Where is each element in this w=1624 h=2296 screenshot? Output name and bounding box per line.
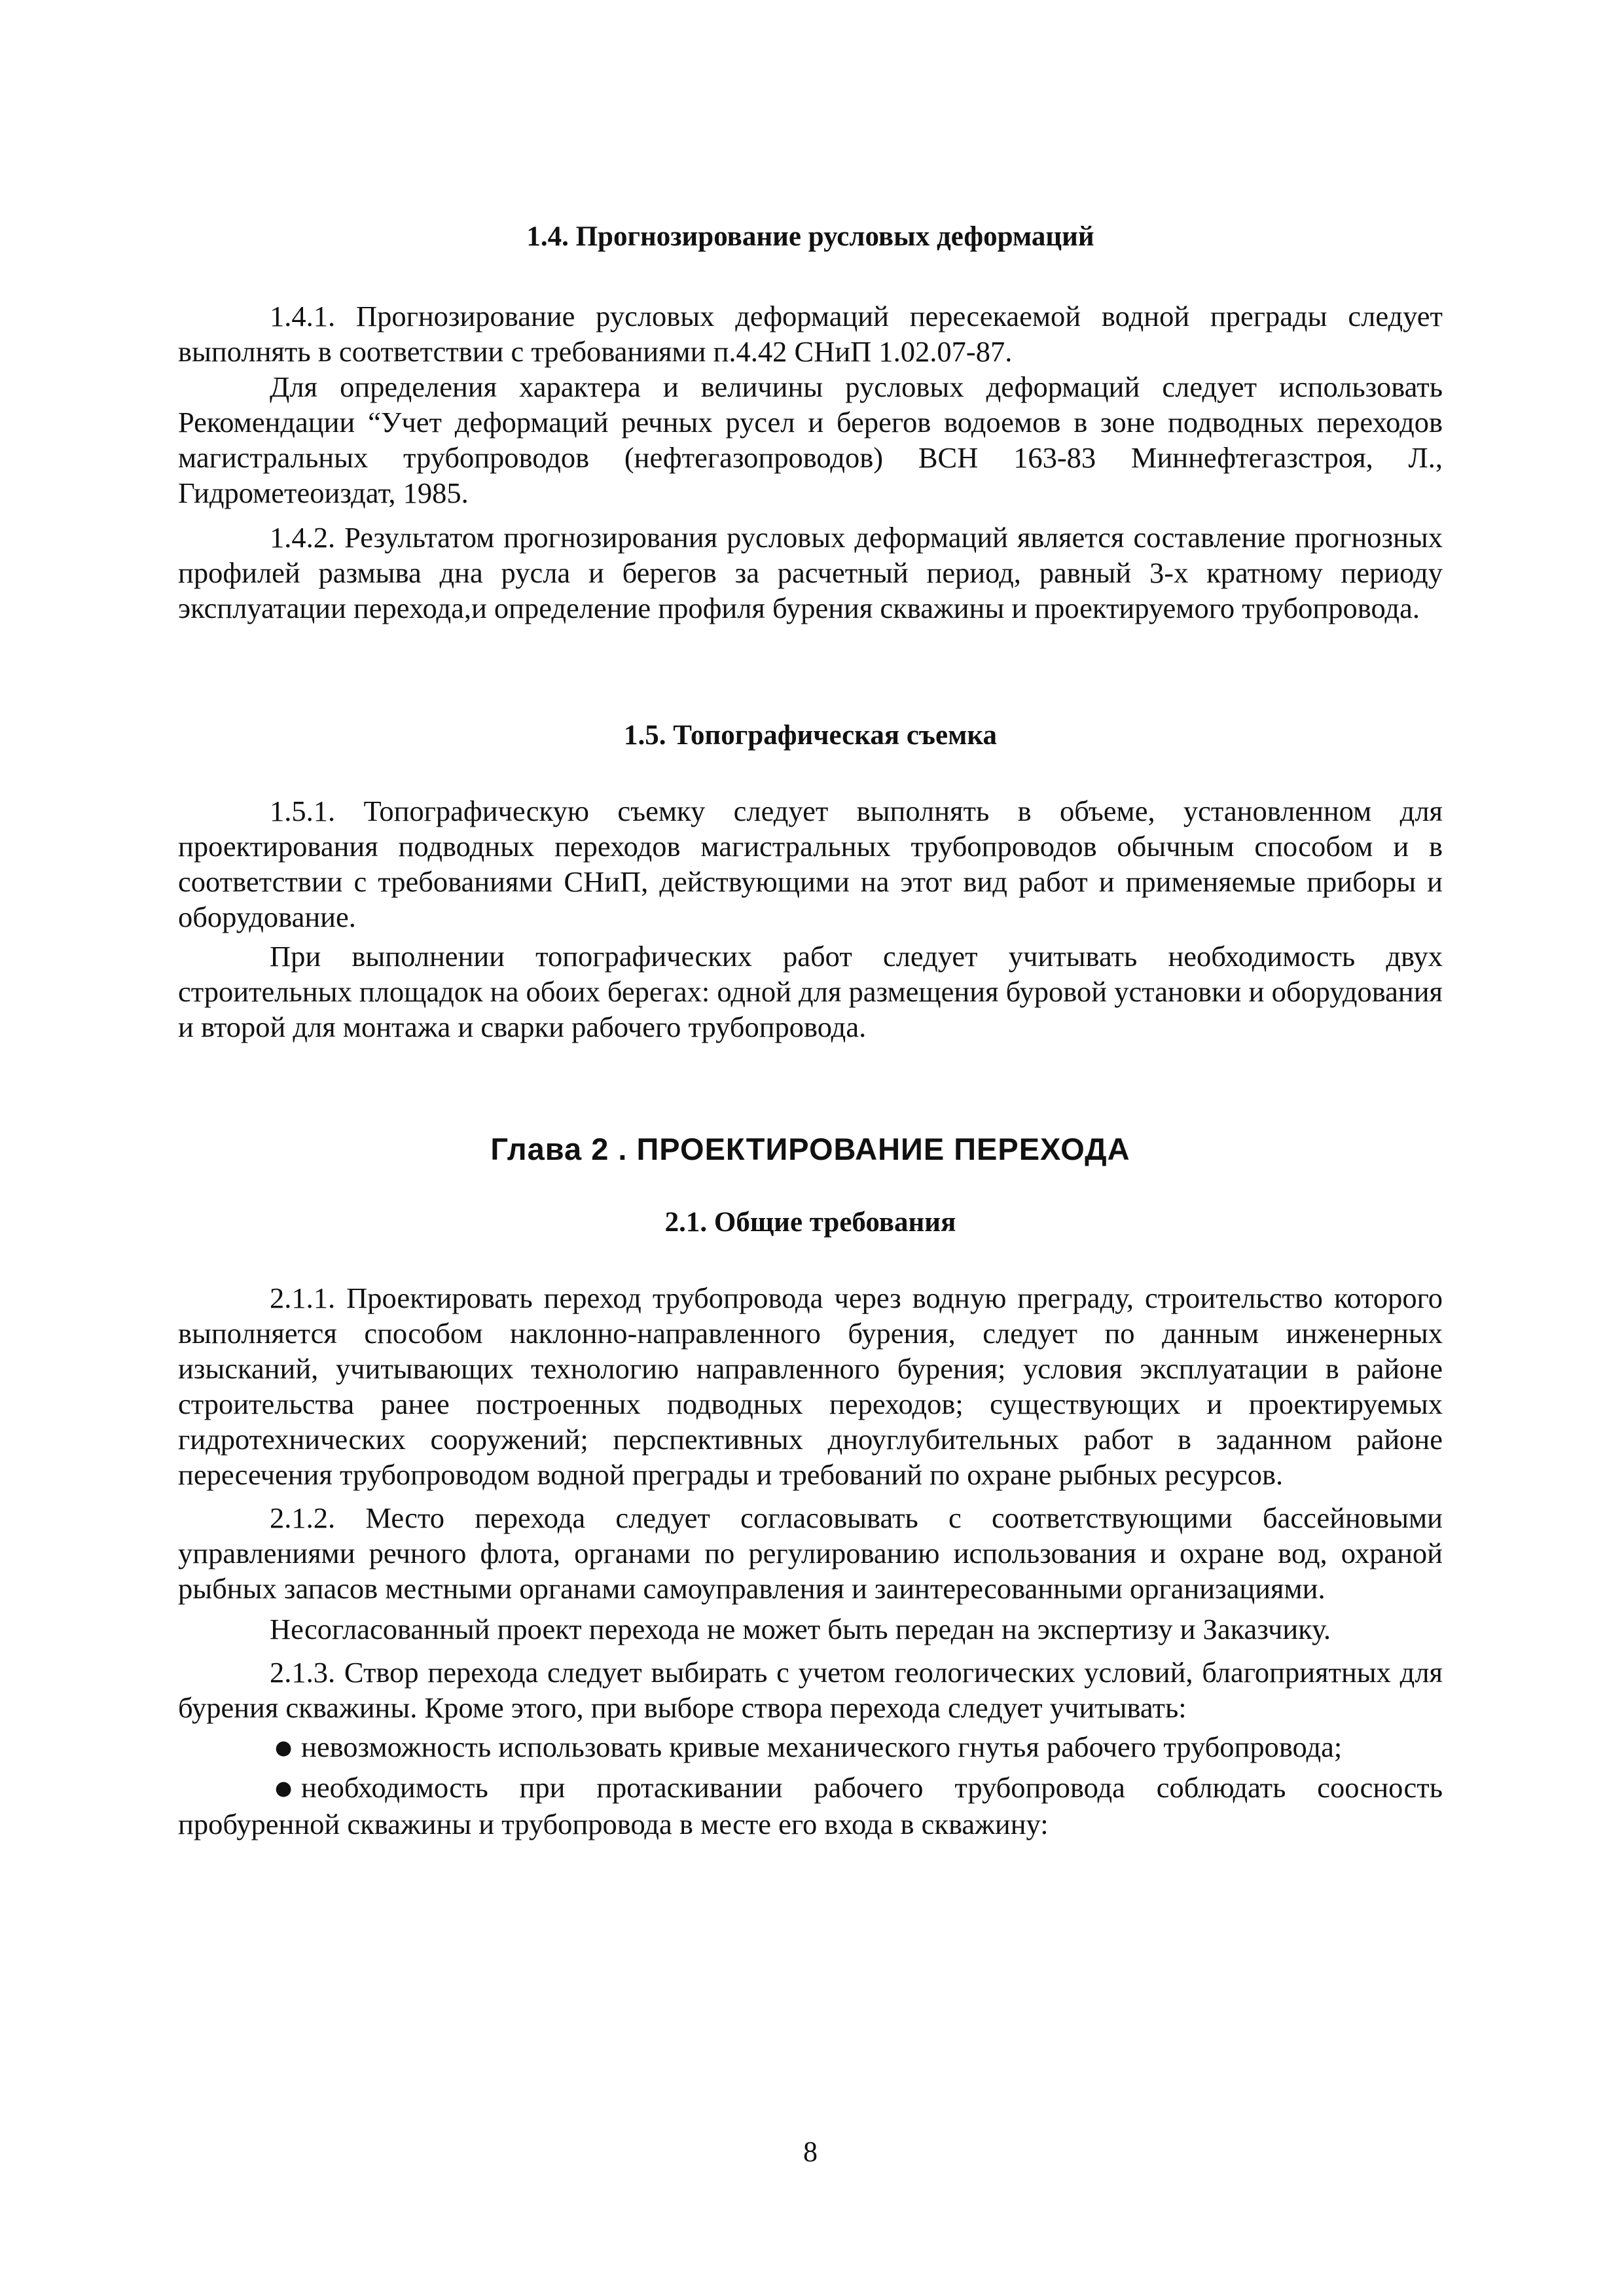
section-heading-1-4: 1.4. Прогнозирование русловых деформаций <box>526 221 1094 252</box>
page-number: 8 <box>803 2136 818 2168</box>
list-item <box>178 1729 1443 1766</box>
bullet-icon: ● <box>275 1736 293 1759</box>
section-body-1-5 <box>178 793 1443 1045</box>
paragraph-1-5-1-sites: При выполнении топографических работ следует учитывать необходимость двух строительных площадок на обоих берегах: одной для размещения буровой установки и оборудования и второй для монтажа и сварки рабочего трубопровода. <box>178 940 1443 1043</box>
paragraph-2-1-3: 2.1.3. Створ перехода следует выбирать с учетом геологических условий, благоприятных для бурения скважины. Кроме этого, при выборе створа перехода следует учитывать: <box>178 1656 1443 1724</box>
paragraph-1-5-1: 1.5.1. Топографическую съемку следует выполнять в объеме, установленном для проектирования подводных переходов магистральных трубопроводов обычным способом и в соответствии с требованиями СНиП, действующими на этот вид работ и применяемые приборы и оборудование. <box>178 795 1443 933</box>
paragraph-2-1-2: 2.1.2. Место перехода следует согласовывать с соответствующими бассейновыми управлениями речного флота, органами по регулированию использования и охране вод, охраной рыбных запасов местными органами самоуправления и заинтересованными организациями. <box>178 1501 1443 1605</box>
paragraph-1-4-2: 1.4.2. Результатом прогнозирования русловых деформаций является составление прогнозных профилей размыва дна русла и берегов за расчетный период, равный 3-х кратному периоду эксплуатации перехода,и определение профиля бурения скважины и проектируемого трубопровода. <box>178 521 1443 624</box>
paragraph-1-4-1-recommendations: Для определения характера и величины русловых деформаций следует использовать Рекомендации “Учет деформаций речных русел и берегов водоемов в зоне подводных переходов магистральных трубопроводов (нефтегазопроводов) ВСН 163-83 Миннефтегазстроя, Л., Гидрометеоиздат, 1985. <box>178 370 1443 509</box>
bullet-icon: ● <box>275 1777 293 1800</box>
list-item <box>178 1770 1443 1842</box>
list-item-text: невозможность использовать кривые механического гнутья рабочего трубопровода; <box>301 1731 1343 1763</box>
section-heading-1-5: 1.5. Топографическая съемка <box>624 720 997 751</box>
paragraph-2-1-1: 2.1.1. Проектировать переход трубопровода через водную преграду, строительство которого выполняется способом наклонно-направленного бурения, следует по данным инженерных изысканий, учитывающих технологию направленного бурения; условия эксплуатации в районе строительства ранее построенных подводных переходов; существующих и проектируемых гидротехнических сооружений; перспективных дноуглубительных работ в заданном районе пересечения трубопроводом водной преграды и требований по охране рыбных ресурсов. <box>178 1282 1443 1491</box>
paragraph-1-4-1: 1.4.1. Прогнозирование русловых деформаций пересекаемой водной преграды следует выполнять в соответствии с требованиями п.4.42 СНиП 1.02.07-87. <box>178 300 1443 368</box>
chapter-heading-2: Глава 2 . ПРОЕКТИРОВАНИЕ ПЕРЕХОДА <box>490 1132 1130 1166</box>
list-item-text: необходимость при протаскивании рабочего трубопровода соблюдать соосность пробуренной скважины и трубопровода в месте его входа в скважину: <box>178 1771 1443 1840</box>
section-body-2-1 <box>178 1280 1443 1842</box>
paragraph-2-1-2-note: Несогласованный проект перехода не может быть передан на экспертизу и Заказчику. <box>270 1613 1331 1645</box>
section-heading-2-1: 2.1. Общие требования <box>664 1207 956 1238</box>
section-body-1-4 <box>178 298 1443 626</box>
